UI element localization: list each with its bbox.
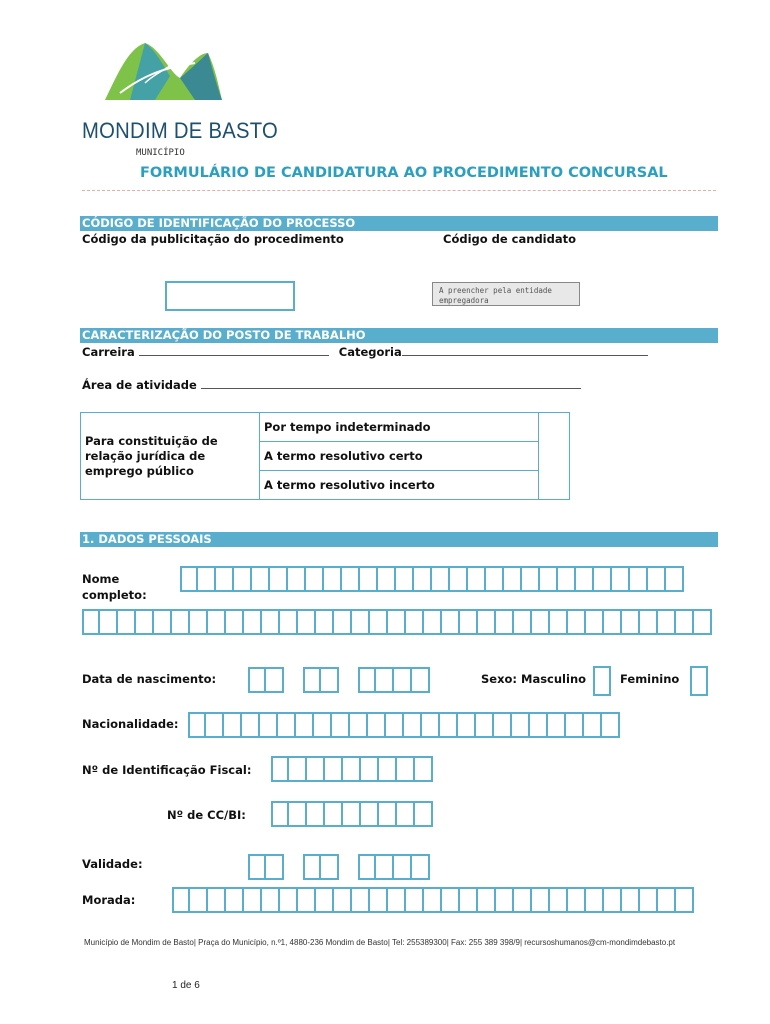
cc-input[interactable] bbox=[271, 801, 433, 827]
career-field bbox=[82, 345, 648, 359]
sex-female-checkbox[interactable] bbox=[690, 666, 708, 696]
option-indeterminate: Por tempo indeterminado bbox=[260, 413, 539, 442]
name-input-row-2[interactable] bbox=[82, 609, 712, 635]
publication-code-input[interactable] bbox=[165, 281, 295, 311]
section-post-heading: CARACTERIZAÇÃO DO POSTO DE TRABALHO bbox=[80, 328, 718, 343]
category-label: Categoria bbox=[338, 345, 402, 359]
validity-label: Validade: bbox=[82, 857, 143, 871]
birth-label: Data de nascimento: bbox=[82, 672, 217, 686]
publication-code-label: Código da publicitação do procedimento bbox=[82, 232, 344, 246]
birth-day-input[interactable] bbox=[248, 667, 284, 693]
candidate-code-note: A preencher pela entidade empregadora bbox=[432, 282, 580, 306]
divider bbox=[82, 190, 716, 191]
nif-label: Nº de Identificação Fiscal: bbox=[82, 763, 252, 777]
address-label: Morada: bbox=[82, 893, 136, 907]
activity-input[interactable] bbox=[201, 378, 581, 389]
municipality-logo bbox=[100, 38, 225, 108]
address-input[interactable] bbox=[172, 887, 694, 913]
option-certain-term: A termo resolutivo certo bbox=[260, 442, 539, 471]
candidate-code-label: Código de candidato bbox=[443, 232, 577, 246]
validity-year-input[interactable] bbox=[358, 854, 430, 880]
name-input-row-1[interactable] bbox=[180, 566, 684, 592]
option-checkbox-column[interactable] bbox=[539, 413, 570, 500]
logo-title: MONDIM DE BASTO bbox=[82, 118, 279, 143]
relation-label: Para constituição de relação jurídica de emprego público bbox=[81, 413, 260, 500]
section-personal-heading: 1. DADOS PESSOAIS bbox=[80, 532, 718, 547]
validity-day-input[interactable] bbox=[248, 854, 284, 880]
name-label: Nome completo: bbox=[82, 572, 147, 602]
sex-male-label: Sexo: Masculino bbox=[481, 672, 587, 686]
activity-field bbox=[82, 378, 581, 392]
sex-male-checkbox[interactable] bbox=[593, 666, 611, 696]
nationality-label: Nacionalidade: bbox=[82, 717, 179, 731]
nationality-input[interactable] bbox=[188, 712, 620, 738]
cc-label: Nº de CC/BI: bbox=[167, 808, 246, 822]
logo-subtitle: MUNICÍPIO bbox=[136, 148, 185, 158]
contract-type-table bbox=[80, 412, 570, 500]
nif-input[interactable] bbox=[271, 756, 433, 782]
career-label: Carreira bbox=[82, 345, 135, 359]
category-input[interactable] bbox=[402, 345, 648, 356]
sex-female-label: Feminino bbox=[620, 672, 680, 686]
form-title: FORMULÁRIO DE CANDIDATURA AO PROCEDIMENTO CONCURSAL bbox=[140, 165, 668, 181]
validity-month-input[interactable] bbox=[303, 854, 339, 880]
birth-month-input[interactable] bbox=[303, 667, 339, 693]
birth-year-input[interactable] bbox=[358, 667, 430, 693]
option-uncertain-term: A termo resolutivo incerto bbox=[260, 471, 539, 500]
activity-label: Área de atividade bbox=[82, 378, 197, 392]
career-input[interactable] bbox=[139, 345, 329, 356]
page-number: 1 de 6 bbox=[172, 980, 200, 991]
footer-contact: Município de Mondim de Basto| Praça do Município, n.º1, 4880-236 Mondim de Basto| Tel: 255389300| Fax: 255 389 398/9| recursoshumanos@cm-mondimdebasto.pt bbox=[84, 938, 676, 947]
section-process-heading: CÓDIGO DE IDENTIFICAÇÃO DO PROCESSO bbox=[80, 216, 718, 231]
